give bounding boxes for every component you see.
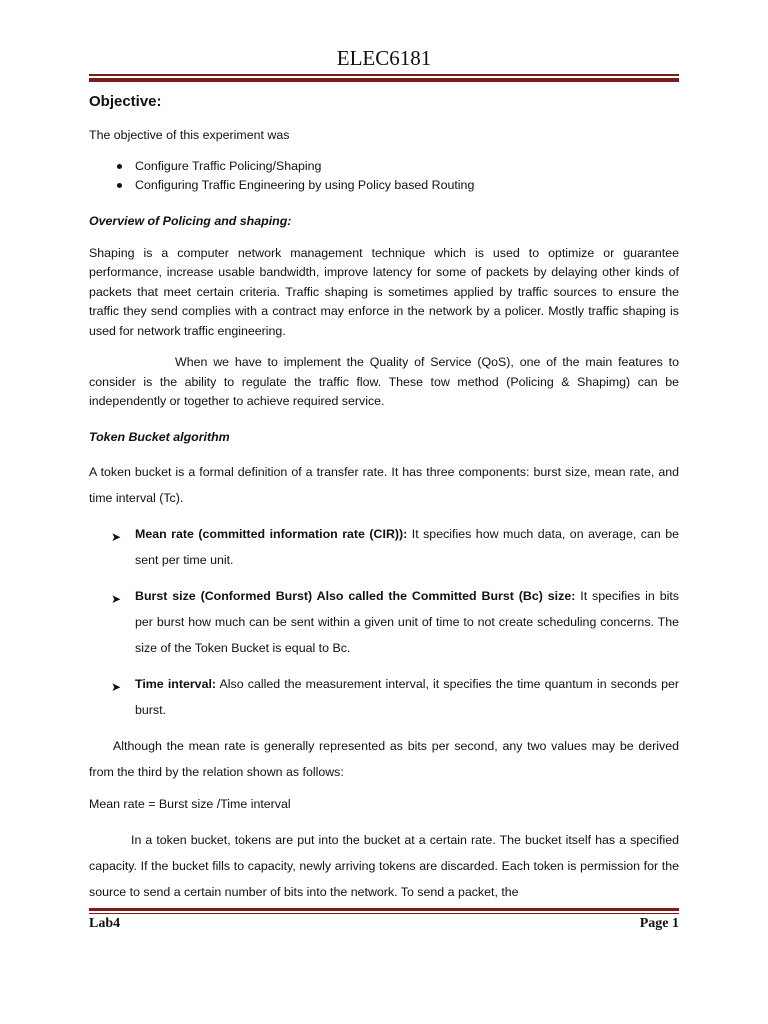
footer-rule-thin — [89, 913, 679, 914]
list-item — [89, 671, 679, 723]
header-rule-thin — [89, 74, 679, 76]
token-bucket-heading: Token Bucket algorithm — [89, 429, 230, 444]
overview-paragraph-1: Shaping is a computer network management technique which is used to optimize or guarantee performance, increase usable bandwidth, improve latency for some of packets by delaying other kinds of packets that meet certain criteria. Traffic shaping is sometimes applied by traffic sources to ensure the traffic they send complies with a contract may enforce in the network by a policer. Mostly traffic shaping is used for network traffic engineering. — [89, 245, 679, 338]
header-rule-thick — [89, 78, 679, 82]
formula: Mean rate = Burst size /Time interval — [89, 797, 291, 811]
objective-intro: The objective of this experiment was — [89, 127, 290, 142]
component-text: It specifies in bits per burst how much can be sent within a given unit of time to not create scheduling concerns. The size of the Token Bucket is equal to Bc. — [135, 589, 679, 655]
component-text: It specifies how much data, on average, can be sent per time unit. — [135, 527, 679, 567]
component-term: Burst size (Conformed Burst) Also called the Committed Burst (Bc) size: — [135, 589, 576, 603]
list-item — [89, 583, 679, 661]
header-title: ELEC6181 — [336, 46, 432, 70]
footer-page-number: Page 1 — [639, 916, 679, 931]
derive-paragraph: Although the mean rate is generally represented as bits per second, any two values may be derived from the third by the relation shown as follows: — [89, 739, 679, 779]
component-text: Also called the measurement interval, it specifies the time quantum in seconds per burst. — [135, 677, 679, 717]
footer-lab-label: Lab4 — [89, 916, 121, 931]
token-bucket-components — [89, 521, 679, 723]
component-term: Mean rate (committed information rate (CIR)): — [135, 527, 408, 541]
bullet-icon — [117, 183, 122, 188]
list-item — [89, 176, 679, 195]
arrow-bullet-icon: ➤ — [111, 680, 122, 694]
overview-heading: Overview of Policing and shaping: — [89, 214, 292, 228]
token-bucket-intro: A token bucket is a formal definition of a transfer rate. It has three components: burst size, mean rate, and time interval (Tc). — [89, 465, 679, 505]
overview-paragraph-2: When we have to implement the Quality of Service (QoS), one of the main features to consider is the ability to regulate the traffic flow. These tow method (Policing & Shapimg) can be independently or together to achieve required service. — [89, 355, 679, 408]
component-term: Time interval: — [135, 677, 217, 691]
arrow-bullet-icon: ➤ — [111, 530, 122, 544]
objective-list — [89, 157, 679, 194]
page-body — [89, 92, 679, 905]
list-item — [89, 521, 679, 573]
list-item-text: Configure Traffic Policing/Shaping — [135, 159, 322, 173]
token-bucket-paragraph: In a token bucket, tokens are put into the bucket at a certain rate. The bucket itself has a specified capacity. If the bucket fills to capacity, newly arriving tokens are discarded. Each token is permission for the source to send a certain number of bits into the network. To send a packet, the — [89, 832, 679, 899]
arrow-bullet-icon: ➤ — [111, 592, 122, 606]
list-item-text: Configuring Traffic Engineering by using Policy based Routing — [135, 177, 475, 192]
objective-heading: Objective: — [89, 93, 162, 110]
footer-rule — [89, 908, 679, 914]
header-rule — [89, 74, 679, 82]
footer-rule-thick — [89, 908, 679, 911]
list-item — [89, 157, 679, 176]
bullet-icon — [117, 164, 122, 169]
